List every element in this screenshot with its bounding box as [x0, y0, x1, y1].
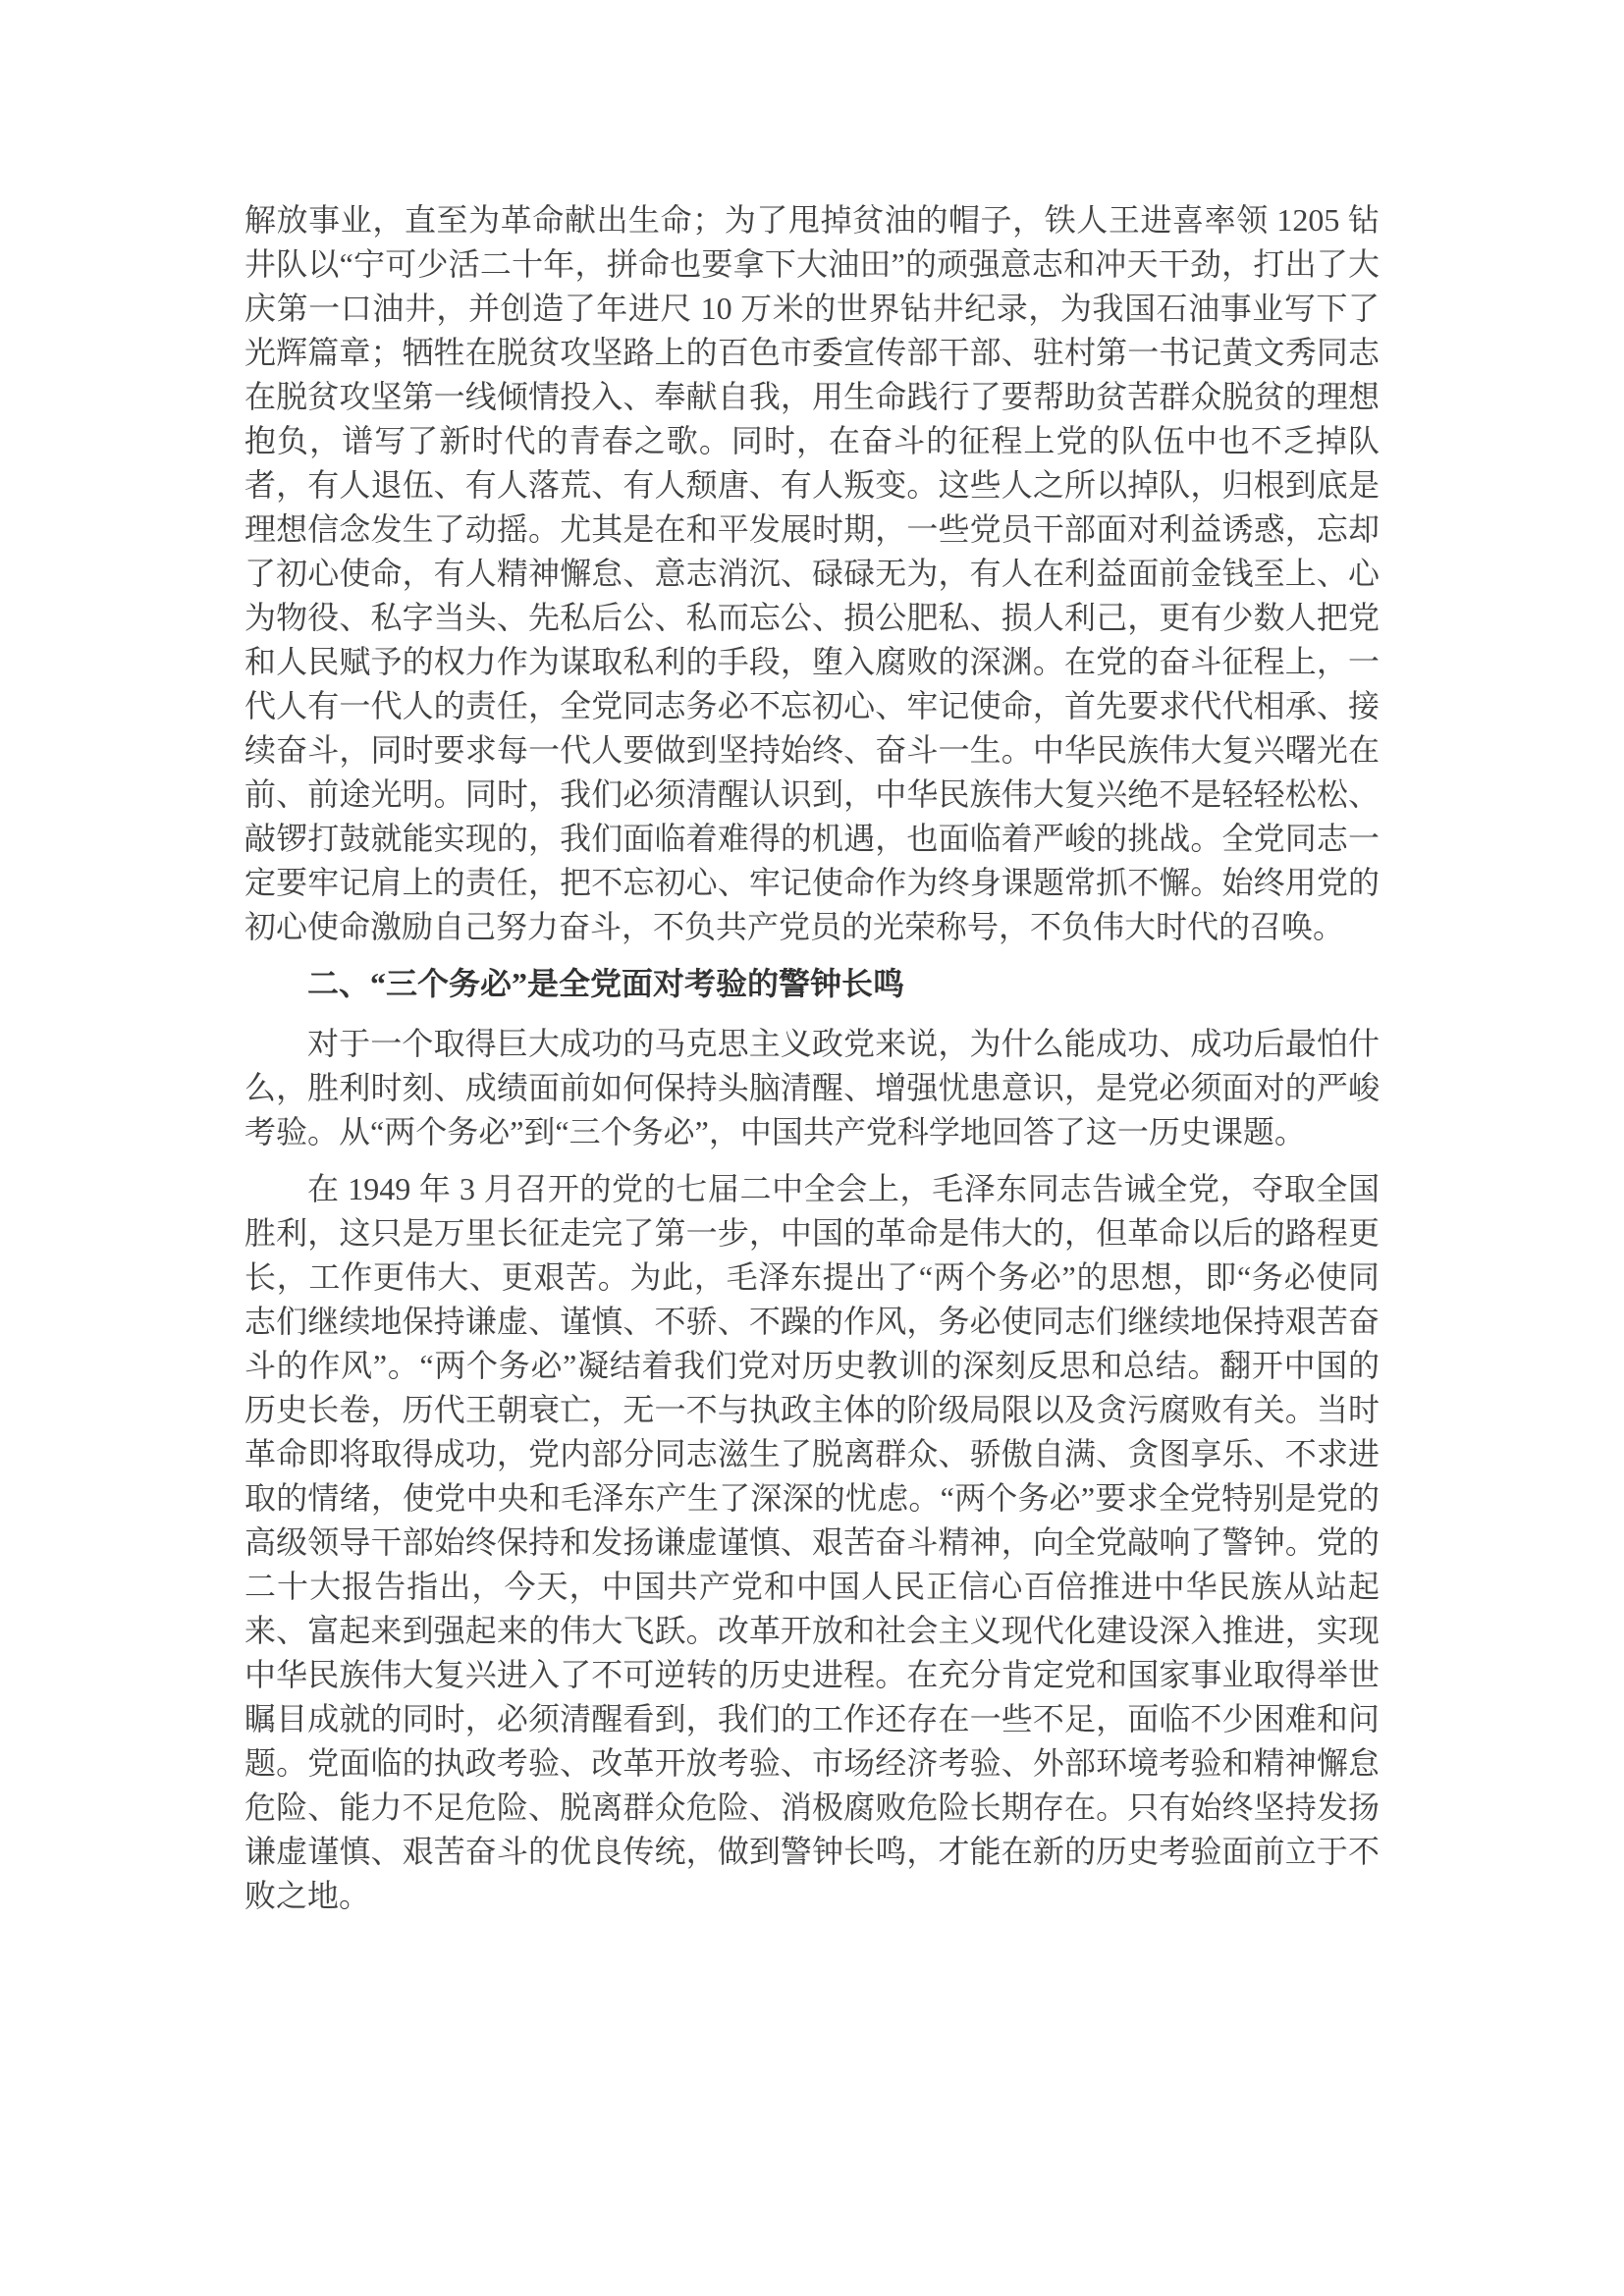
- paragraph: 在 1949 年 3 月召开的党的七届二中全会上，毛泽东同志告诫全党，夺取全国胜利，这只是万里长征走完了第一步，中国的革命是伟大的，但革命以后的路程更长，工作更伟大、更艰苦。为此，毛泽东提出了“两个务必”的思想，即“务必使同志们继续地保持谦虚、谨慎、不骄、不躁的作风，务必使同志们继续地保持艰苦奋斗的作风”。“两个务必”凝结着我们党对历史教训的深刻反思和总结。翻开中国的历史长卷，历代王朝衰亡，无一不与执政主体的阶级局限以及贪污腐败有关。当时革命即将取得成功，党内部分同志滋生了脱离群众、骄傲自满、贪图享乐、不求进取的情绪，使党中央和毛泽东产生了深深的忧虑。“两个务必”要求全党特别是党的高级领导干部始终保持和发扬谦虚谨慎、艰苦奋斗精神，向全党敲响了警钟。党的二十大报告指出，今天，中国共产党和中国人民正信心百倍推进中华民族从站起来、富起来到强起来的伟大飞跃。改革开放和社会主义现代化建设深入推进，实现中华民族伟大复兴进入了不可逆转的历史进程。在充分肯定党和国家事业取得举世瞩目成就的同时，必须清醒看到，我们的工作还存在一些不足，面临不少困难和问题。党面临的执政考验、改革开放考验、市场经济考验、外部环境考验和精神懈怠危险、能力不足危险、脱离群众危险、消极腐败危险长期存在。只有始终坚持发扬谦虚谨慎、艰苦奋斗的优良传统，做到警钟长鸣，才能在新的历史考验面前立于不败之地。: [244, 1171, 1380, 1913]
- section-heading: 二、“三个务必”是全党面对考验的警钟长鸣: [307, 966, 905, 1001]
- paragraph-continued: 解放事业，直至为革命献出生命；为了甩掉贫油的帽子，铁人王进喜率领 1205 钻井队以“宁可少活二十年，拼命也要拿下大油田”的顽强意志和冲天干劲，打出了大庆第一口油井，并创造了年进尺 10 万米的世界钻井纪录，为我国石油事业写下了光辉篇章；牺牲在脱贫攻坚路上的百色市委宣传部干部、驻村第一书记黄文秀同志在脱贫攻坚第一线倾情投入、奉献自我，用生命践行了要帮助贫苦群众脱贫的理想抱负，谱写了新时代的青春之歌。同时，在奋斗的征程上党的队伍中也不乏掉队者，有人退伍、有人落荒、有人颓唐、有人叛变。这些人之所以掉队，归根到底是理想信念发生了动摇。尤其是在和平发展时期，一些党员干部面对利益诱惑，忘却了初心使命，有人精神懈怠、意志消沉、碌碌无为，有人在利益面前金钱至上、心为物役、私字当头、先私后公、私而忘公、损公肥私、损人利己，更有少数人把党和人民赋予的权力作为谋取私利的手段，堕入腐败的深渊。在党的奋斗征程上，一代人有一代人的责任，全党同志务必不忘初心、牢记使命，首先要求代代相承、接续奋斗，同时要求每一代人要做到坚持始终、奋斗一生。中华民族伟大复兴曙光在前、前途光明。同时，我们必须清醒认识到，中华民族伟大复兴绝不是轻轻松松、敲锣打鼓就能实现的，我们面临着难得的机遇，也面临着严峻的挑战。全党同志一定要牢记肩上的责任，把不忘初心、牢记使命作为终身课题常抓不懈。始终用党的初心使命激励自己努力奋斗，不负共产党员的光荣称号，不负伟大时代的召唤。: [244, 202, 1380, 944]
- paragraph: 对于一个取得巨大成功的马克思主义政党来说，为什么能成功、成功后最怕什么，胜利时刻、成绩面前如何保持头脑清醒、增强忧患意识，是党必须面对的严峻考验。从“两个务必”到“三个务必”，中国共产党科学地回答了这一历史课题。: [244, 1026, 1380, 1149]
- document-text-block: [244, 198, 1380, 1931]
